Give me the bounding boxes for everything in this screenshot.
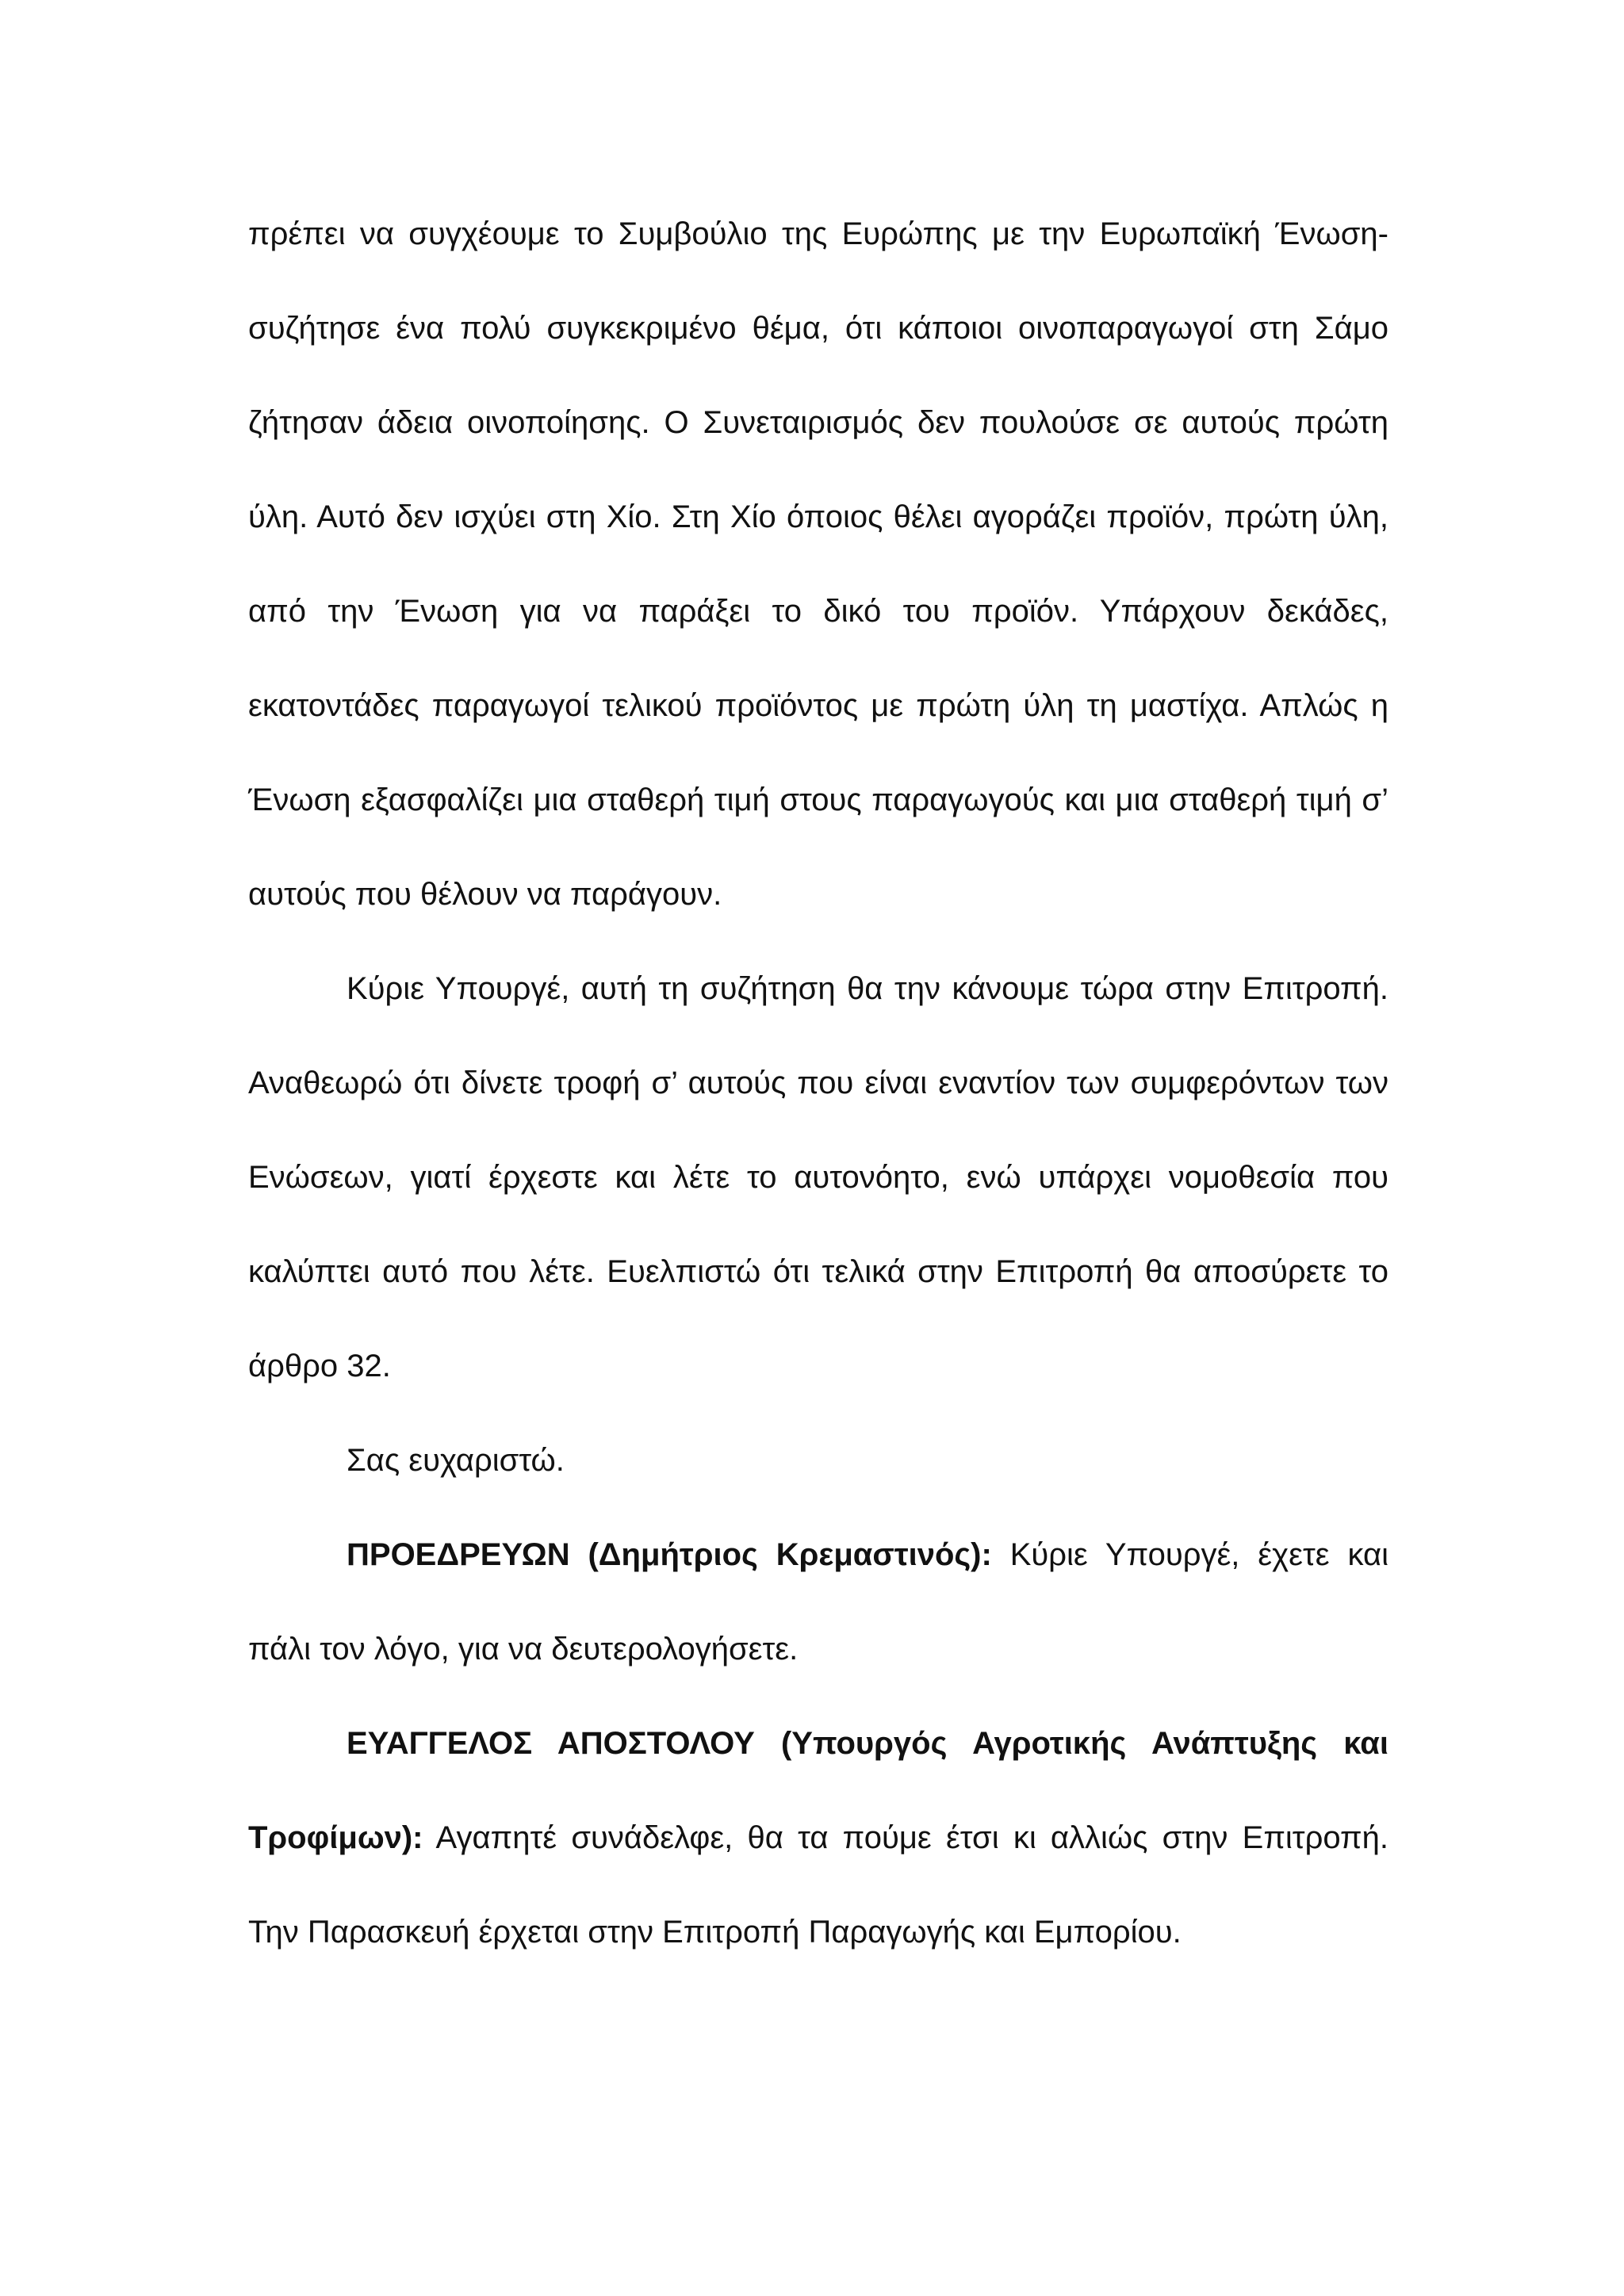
speaker-name: ΠΡΟΕΔΡΕΥΩΝ (Δημήτριος Κρεμαστινός): — [347, 1537, 992, 1572]
document-page — [248, 187, 1388, 1980]
paragraph-text: Αγαπητέ συνάδελφε, θα τα πούμε έτσι κι αλλιώς στην Επιτροπή. Την Παρασκευή έρχεται στην Επιτροπή Παραγωγής και Εμπορίου. — [248, 1820, 1388, 1950]
paragraph-text: Κύριε Υπουργέ, έχετε και πάλι τον λόγο, για να δευτερολογήσετε. — [248, 1537, 1388, 1667]
paragraph-chair-remark — [248, 1508, 1388, 1697]
paragraph-thanks — [248, 1414, 1388, 1508]
paragraph-continuation — [248, 187, 1388, 942]
paragraph-text: πρέπει να συγχέουμε το Συμβούλιο της Ευρώπης με την Ευρωπαϊκή Ένωση- συζήτησε ένα πολύ συγκεκριμένο θέμα, ότι κάποιοι οινοπαραγωγοί στη Σάμο ζήτησαν άδεια οινοποίησης. Ο Συνεταιρισμός δεν πουλούσε σε αυτούς πρώτη ύλη. Αυτό δεν ισχύει στη Χίο. Στη Χίο όποιος θέλει αγοράζει προϊόν, πρώτη ύλη, από την Ένωση για να παράξει το δικό του προϊόν. Υπάρχουν δεκάδες, εκατοντάδες παραγωγοί τελικού προϊόντος με πρώτη ύλη τη μαστίχα. Απλώς η Ένωση εξασφαλίζει μια σταθερή τιμή στους παραγωγούς και μια σταθερή τιμή σ’ αυτούς που θέλουν να παράγουν. — [248, 216, 1388, 912]
paragraph-text: Σας ευχαριστώ. — [347, 1443, 565, 1478]
paragraph-text: Κύριε Υπουργέ, αυτή τη συζήτηση θα την κάνουμε τώρα στην Επιτροπή. Αναθεωρώ ότι δίνετε τροφή σ’ αυτούς που είναι εναντίον των συμφερόντων των Ενώσεων, γιατί έρχεστε και λέτε το αυτονόητο, ενώ υπάρχει νομοθεσία που καλύπτει αυτό που λέτε. Ευελπιστώ ότι τελικά στην Επιτροπή θα αποσύρετε το άρθρο 32. — [248, 971, 1388, 1383]
paragraph-minister-reply — [248, 1697, 1388, 1980]
paragraph-speech — [248, 942, 1388, 1414]
speaker-name: ΕΥΑΓΓΕΛΟΣ ΑΠΟΣΤΟΛΟΥ (Υπουργός Αγροτικής Ανάπτυξης και Τροφίμων): — [248, 1726, 1388, 1855]
